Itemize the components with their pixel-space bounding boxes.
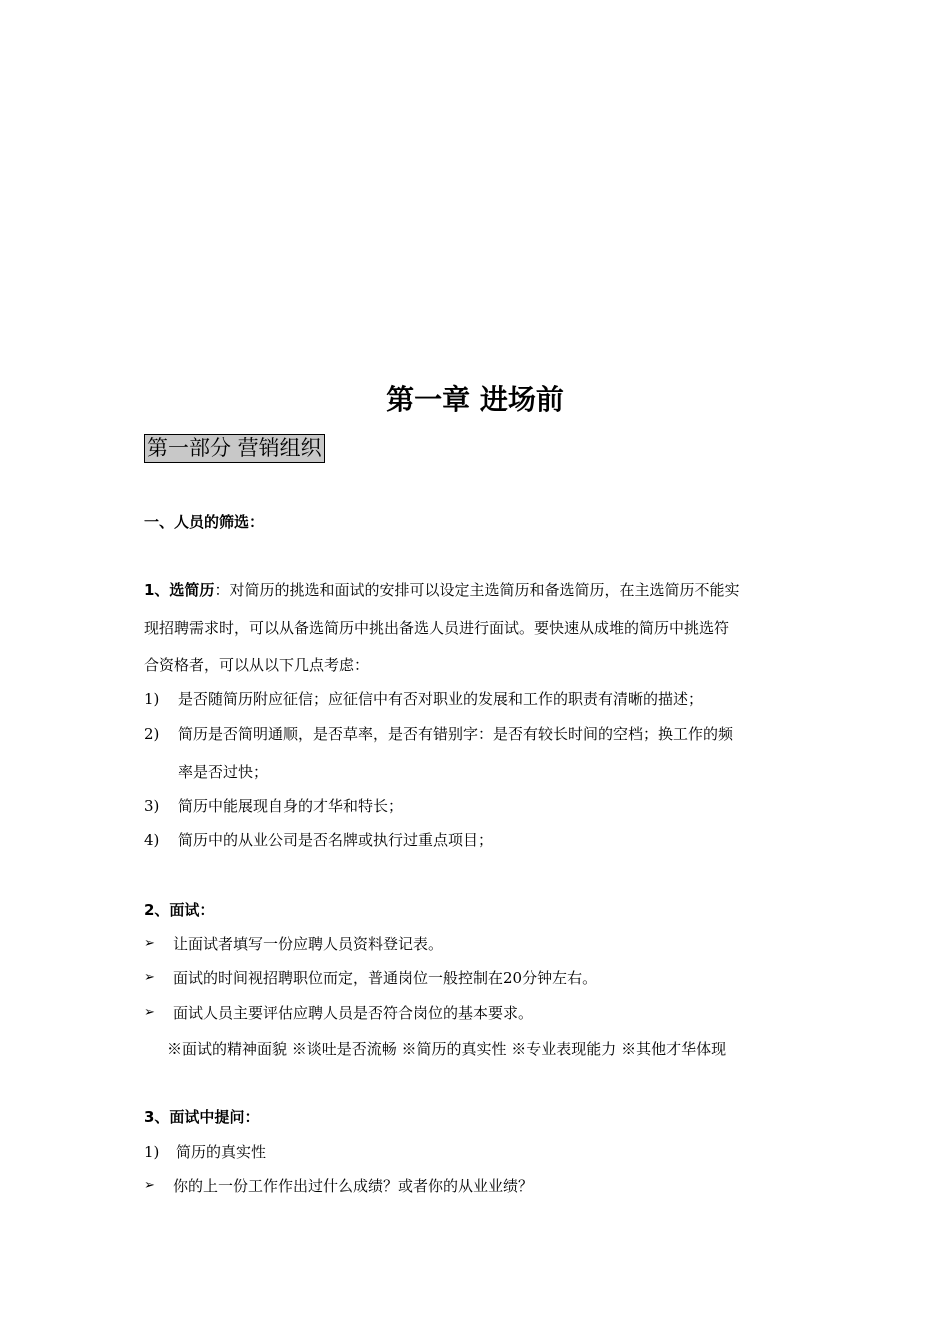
list-item: 简历的真实性 [176,1143,267,1161]
questions-heading: 3、面试中提问： [144,1108,260,1126]
arrow-bullet-icon: ➢ [144,970,155,985]
resume-intro-line1: ：对简历的挑选和面试的安排可以设定主选简历和备选简历，在主选简历不能实 [214,581,740,599]
arrow-bullet-icon: ➢ [144,1178,155,1193]
list-number: 3) [144,797,160,815]
bullet-item: 让面试者填写一份应聘人员资料登记表。 [173,935,444,953]
bullet-item: 面试人员主要评估应聘人员是否符合岗位的基本要求。 [173,1004,534,1022]
list-number: 2) [144,725,160,743]
resume-intro-line3: 合资格者，可以从以下几点考虑： [144,656,370,674]
part-title: 第一部分 营销组织 [144,434,325,463]
resume-paragraph-line1 [144,579,739,601]
resume-intro-line2: 现招聘需求时，可以从备选简历中挑出备选人员进行面试。要快速从成堆的简历中挑选符 [144,619,730,637]
interview-criteria: ※面试的精神面貌 ※谈吐是否流畅 ※简历的真实性 ※专业表现能力 ※其他才华体现 [167,1040,727,1058]
bullet-item: 面试的时间视招聘职位而定，普通岗位一般控制在20分钟左右。 [173,969,598,987]
list-item-continuation: 率是否过快； [178,763,269,781]
arrow-bullet-icon: ➢ [144,1005,155,1020]
interview-heading: 2、面试： [144,901,215,919]
bullet-item: 你的上一份工作作出过什么成绩？或者你的从业业绩？ [173,1177,534,1195]
list-number: 1) [144,1143,160,1161]
list-item: 简历是否简明通顺，是否草率，是否有错别字：是否有较长时间的空档；换工作的频 [178,725,734,743]
list-item: 简历中能展现自身的才华和特长； [178,797,404,815]
resume-label: 1、选简历 [144,581,215,599]
list-number: 4) [144,831,160,849]
section-heading: 一、人员的筛选： [144,513,265,531]
list-item: 是否随简历附应征信；应征信中有否对职业的发展和工作的职责有清晰的描述； [178,690,704,708]
chapter-title: 第一章 进场前 [386,383,564,416]
list-number: 1) [144,690,160,708]
arrow-bullet-icon: ➢ [144,936,155,951]
list-item: 简历中的从业公司是否名牌或执行过重点项目； [178,831,494,849]
